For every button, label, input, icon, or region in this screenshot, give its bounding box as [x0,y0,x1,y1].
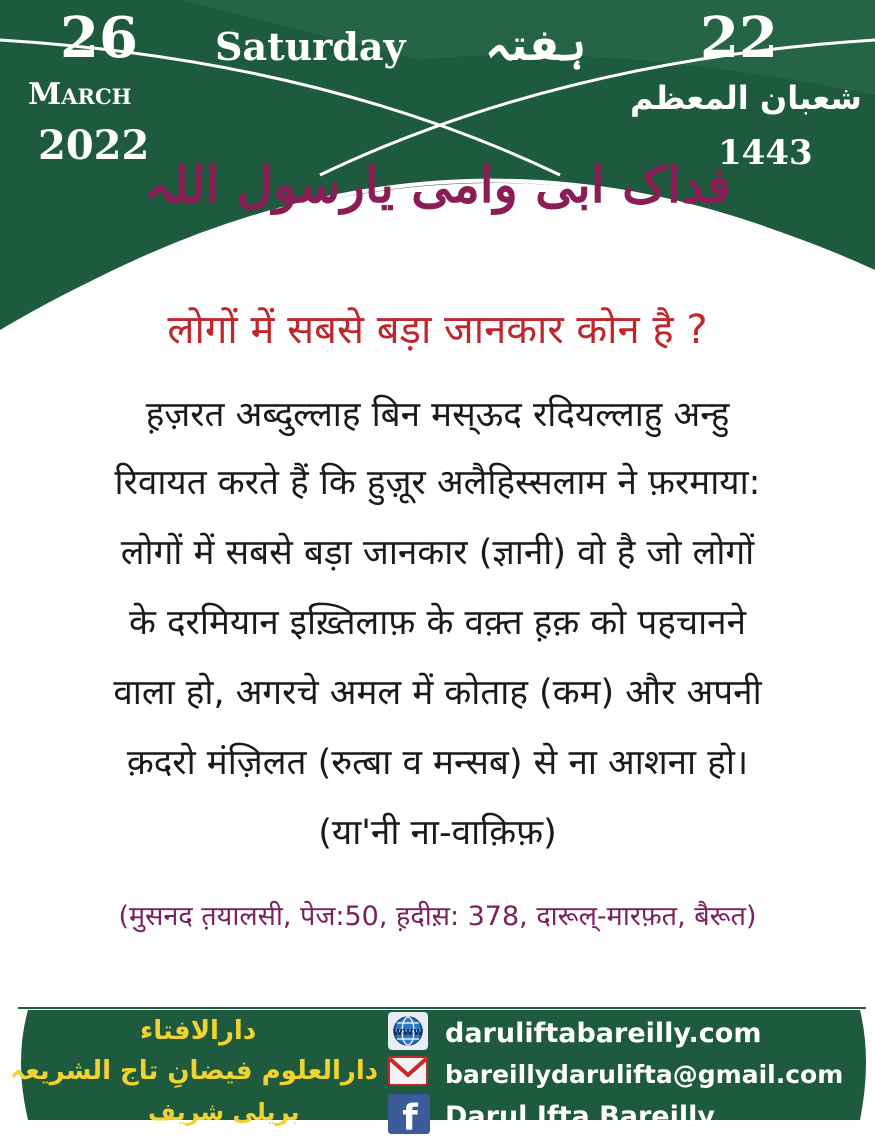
body-line: लोगों में सबसे बड़ा जानकार (ज्ञानी) वो है जो लोगों [120,533,755,573]
body-line: ह़ज़रत अब्दुल्लाह बिन मस्ऊद रदियल्लाहु अन्हु [145,395,730,435]
body-line: क़दरो मंज़िलत (रुत्बा व मन्सब) से ना आशना हो। [126,743,749,783]
body-line: के दरमियान इख़्तिलाफ़ के वक़्त ह़क़ को पहचानने [128,603,747,643]
facebook-link[interactable]: Darul Ifta Bareilly [445,1101,715,1132]
org-name-line3: بریلی شریف [148,1098,300,1126]
facebook-icon [388,1094,430,1134]
gregorian-day: 26 [60,5,138,71]
body-line: रिवायत करते हैं कि हुज़ूर अलैहिस्सलाम ने फ़रमाया: [114,463,761,503]
facebook-icon-label: f [402,1097,418,1134]
weekday-english: Saturday [215,24,406,69]
website-link[interactable]: daruliftabareilly.com [445,1018,762,1049]
hadith-reference: (मुसनद त़यालसी, पेज:50, ह़दीस़: 378, दारूल्-मारफ़त, बैरूत) [118,901,757,932]
mail-icon [388,1052,428,1090]
hijri-day: 22 [700,5,778,71]
hijri-month: شعبان المعظم [630,79,862,117]
hijri-year: 1443 [718,133,813,173]
org-name-line1: دارالافتاء [140,1016,257,1046]
calligraphy-logo: فداک ابی وامی یارسول اللہ [144,155,731,214]
globe-icon [388,1012,428,1050]
email-link[interactable]: bareillydarulifta@gmail.com [445,1060,844,1089]
body-line: वाला हो, अगरचे अमल में कोताह (कम) और अपनी [113,673,762,713]
www-icon-label: www [392,1025,424,1038]
gregorian-month: March [28,77,132,112]
gregorian-year: 2022 [38,122,150,169]
body-line: (या'नी ना-वाक़िफ़) [318,813,557,853]
page-heading: लोगों में सबसे बड़ा जानकार कोन है ? [167,307,708,353]
weekday-urdu: ہفتہ [485,20,587,71]
org-name-line2: دارالعلوم فیضانِ تاج الشریعہ [10,1056,379,1086]
